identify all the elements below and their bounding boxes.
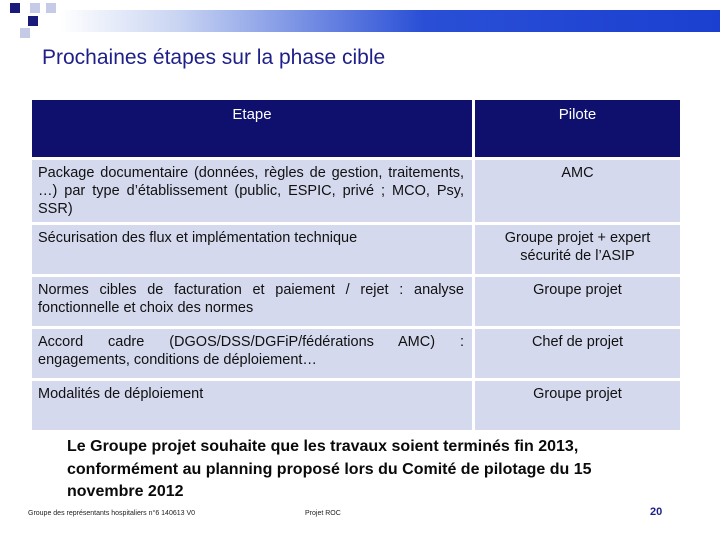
table-row [32, 157, 680, 222]
etape-cell: Accord cadre (DGOS/DSS/DGFiP/fédérations AMC) : engagements, conditions de déploiement… [32, 326, 475, 378]
column-header-pilote: Pilote [475, 100, 680, 157]
decor-square [10, 3, 20, 13]
pilote-cell: Groupe projet + expert sécurité de l’ASIP [475, 222, 680, 274]
footer-project: Projet ROC [305, 510, 341, 517]
steps-table [32, 100, 680, 430]
pilote-cell: Chef de projet [475, 326, 680, 378]
decor-square [20, 28, 30, 38]
column-header-etape: Etape [32, 100, 475, 157]
etape-cell: Normes cibles de facturation et paiement / rejet : analyse fonctionnelle et choix des normes [32, 274, 475, 326]
table-row [32, 222, 680, 274]
page-title: Prochaines étapes sur la phase cible [42, 46, 386, 69]
etape-cell: Modalités de déploiement [32, 378, 475, 430]
pilote-cell: Groupe projet [475, 274, 680, 326]
pilote-cell: Groupe projet [475, 378, 680, 430]
decor-square [28, 16, 38, 26]
conclusion-note: Le Groupe projet souhaite que les travaux soient terminés fin 2013, conformément au planning proposé lors du Comité de pilotage du 15 novembre 2012 [67, 438, 592, 500]
etape-cell: Sécurisation des flux et implémentation technique [32, 222, 475, 274]
etape-cell: Package documentaire (données, règles de gestion, traitements, …) par type d’établissement (public, ESPIC, privé ; MCO, Psy, SSR) [32, 157, 475, 222]
table-row [32, 326, 680, 378]
footer-reference: Groupe des représentants hospitaliers n°6 140613 V0 [28, 510, 196, 517]
pilote-cell: AMC [475, 157, 680, 222]
decor-square [46, 3, 56, 13]
decor-square [30, 3, 40, 13]
table-row [32, 274, 680, 326]
table-header-row [32, 100, 680, 157]
table-row [32, 378, 680, 430]
page-number: 20 [650, 506, 663, 518]
header-gradient-bar [60, 10, 720, 32]
